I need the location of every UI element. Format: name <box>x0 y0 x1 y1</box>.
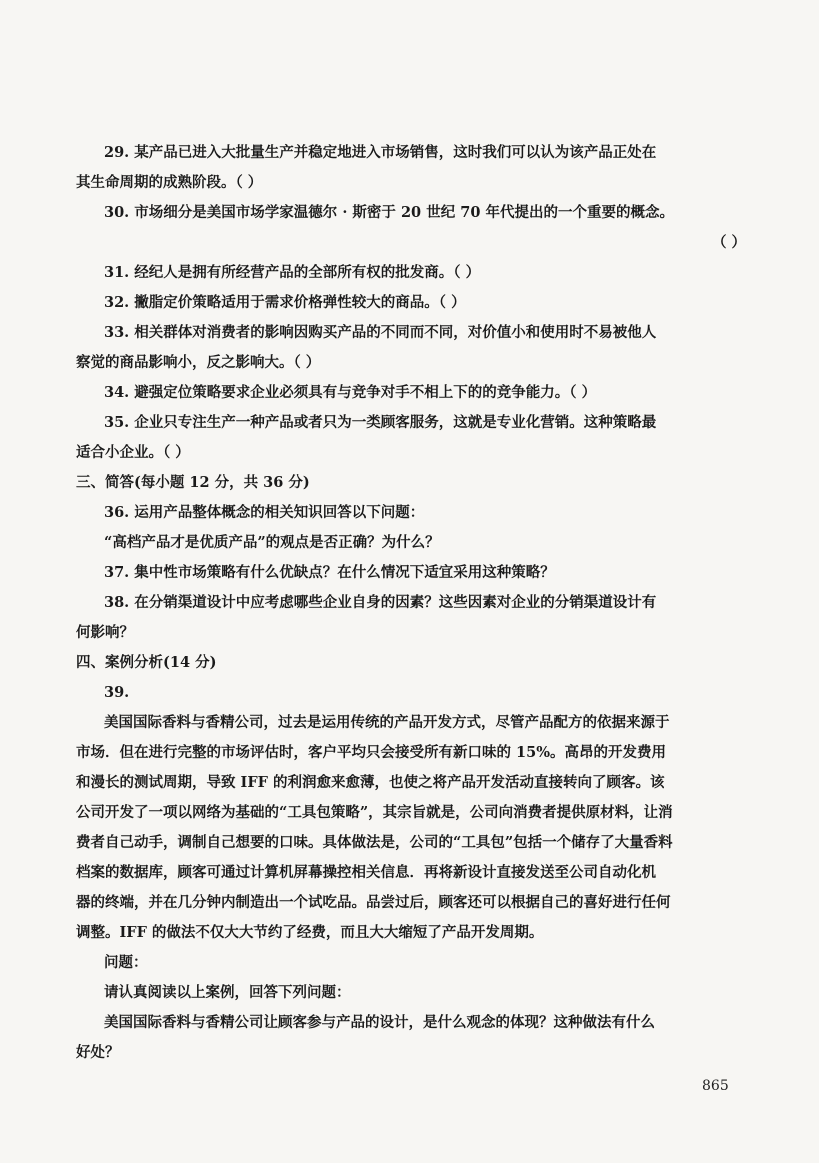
text-line: 其生命周期的成熟阶段。（ ） <box>76 174 263 191</box>
text-line: 何影响？ <box>76 624 134 641</box>
section-heading: 四、案例分析(14 分) <box>76 654 217 671</box>
text-line: （ ） <box>711 234 746 251</box>
text-line: 34. 避强定位策略要求企业必须具有与竞争对手不相上下的的竞争能力。（ ） <box>104 384 597 401</box>
text-line: 市场．但在进行完整的市场评估时，客户平均只会接受所有新口味的 15%。高昂的开发费用 <box>76 744 667 761</box>
page-number: 865 <box>702 1078 729 1094</box>
text-line: 37. 集中性市场策略有什么优缺点？在什么情况下适宜采用这种策略？ <box>104 564 555 581</box>
text-line: 36. 运用产品整体概念的相关知识回答以下问题： <box>104 504 425 521</box>
text-line: 32. 撇脂定价策略适用于需求价格弹性较大的商品。（ ） <box>104 294 466 311</box>
text-line: 适合小企业。（ ） <box>76 444 190 461</box>
text-line: 美国国际香料与香精公司让顾客参与产品的设计，是什么观念的体现？这种做法有什么 <box>104 1014 655 1031</box>
text-line: 器的终端，并在几分钟内制造出一个试吃品。品尝过后，顾客还可以根据自己的喜好进行任何 <box>76 894 671 911</box>
document-body <box>76 138 746 1068</box>
text-line: 30. 市场细分是美国市场学家温德尔 · 斯密于 20 世纪 70 年代提出的一个重要的概念。 <box>104 204 674 221</box>
text-line: 公司开发了一项以网络为基础的“工具包策略”，其宗旨就是，公司向消费者提供原材料，让消 <box>76 804 673 821</box>
text-line: 请认真阅读以上案例，回答下列问题： <box>104 984 351 1001</box>
text-line: 31. 经纪人是拥有所经营产品的全部所有权的批发商。（ ） <box>104 264 481 281</box>
text-line: 费者自己动手，调制自己想要的口味。具体做法是，公司的“工具包”包括一个储存了大量香料 <box>76 834 673 851</box>
text-line: 好处？ <box>76 1044 120 1061</box>
text-line: 调整。IFF 的做法不仅大大节约了经费，而且大大缩短了产品开发周期。 <box>76 924 544 941</box>
text-line: 察觉的商品影响小，反之影响大。（ ） <box>76 354 321 371</box>
text-line: “高档产品才是优质产品”的观点是否正确？为什么？ <box>104 534 440 551</box>
text-line: 美国国际香料与香精公司，过去是运用传统的产品开发方式，尽管产品配方的依据来源于 <box>104 714 670 731</box>
text-line: 39. <box>104 684 130 701</box>
text-line: 和漫长的测试周期，导致 IFF 的利润愈来愈薄，也使之将产品开发活动直接转向了顾客。该 <box>76 774 665 791</box>
text-line: 33. 相关群体对消费者的影响因购买产品的不同而不同，对价值小和使用时不易被他人 <box>104 324 657 341</box>
text-line: 档案的数据库，顾客可通过计算机屏幕操控相关信息．再将新设计直接发送至公司自动化机 <box>76 864 656 881</box>
text-line: 35. 企业只专注生产一种产品或者只为一类顾客服务，这就是专业化营销。这种策略最 <box>104 414 657 431</box>
text-line: 29. 某产品已进入大批量生产并稳定地进入市场销售，这时我们可以认为该产品正处在 <box>104 144 657 161</box>
text-line: 问题： <box>104 954 148 971</box>
section-heading: 三、简答(每小题 12 分，共 36 分) <box>76 474 310 491</box>
text-line: 38. 在分销渠道设计中应考虑哪些企业自身的因素？这些因素对企业的分销渠道设计有 <box>104 594 657 611</box>
